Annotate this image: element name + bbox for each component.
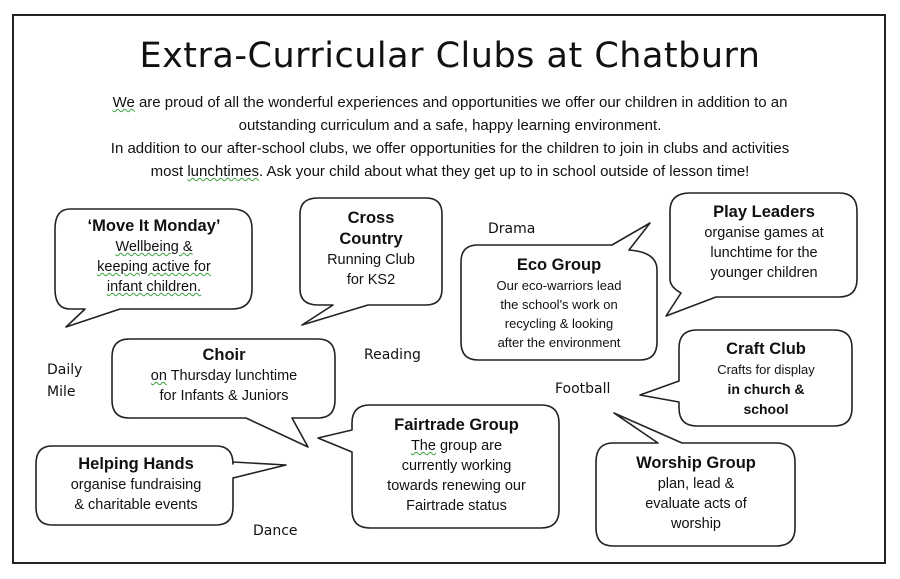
label-daily: Daily bbox=[47, 362, 83, 378]
intro-line-1-rest: are proud of all the wonderful experiences and opportunities we offer our children in addition to an bbox=[134, 94, 788, 111]
club-line: after the environment bbox=[497, 335, 621, 350]
club-title: Country bbox=[339, 230, 403, 248]
club-line: currently working bbox=[401, 458, 512, 474]
club-line: worship bbox=[671, 516, 721, 532]
club-line: plan, lead & bbox=[657, 476, 735, 492]
club-line bbox=[114, 366, 334, 386]
page-title: Extra-Curricular Clubs at Chatburn bbox=[139, 36, 761, 76]
label-reading: Reading bbox=[364, 347, 421, 363]
intro-line-4 bbox=[22, 160, 878, 183]
intro-line-4-lunchtimes: lunchtimes bbox=[187, 163, 260, 180]
club-title: Craft Club bbox=[726, 340, 806, 358]
club-title: Worship Group bbox=[636, 454, 756, 472]
club-line: keeping active for bbox=[97, 259, 211, 275]
club-line: infant children. bbox=[106, 279, 202, 295]
intro-line-2: outstanding curriculum and a safe, happy learning environment. bbox=[238, 117, 662, 134]
club-line: Our eco-warriors lead bbox=[496, 278, 622, 293]
club-line: recycling & looking bbox=[504, 316, 614, 331]
club-move-it-monday bbox=[58, 216, 250, 297]
club-line-rest: Thursday lunchtime bbox=[166, 368, 298, 384]
club-title: Cross bbox=[347, 209, 395, 227]
intro-line-1 bbox=[22, 91, 878, 114]
club-line-rest: group are bbox=[435, 438, 503, 454]
club-title: ‘Move It Monday’ bbox=[87, 217, 221, 235]
intro-text bbox=[22, 91, 878, 183]
club-line: organise fundraising bbox=[70, 477, 202, 493]
intro-line-4-rest: . Ask your child about what they get up to in school outside of lesson time! bbox=[259, 163, 750, 180]
club-line: for KS2 bbox=[346, 272, 396, 288]
label-drama: Drama bbox=[488, 221, 536, 237]
club-line: for Infants & Juniors bbox=[159, 388, 289, 404]
intro-line-3: In addition to our after-school clubs, we offer opportunities for the children to join in clubs and activities bbox=[110, 140, 790, 157]
club-line: evaluate acts of bbox=[645, 496, 747, 512]
label-football: Football bbox=[555, 381, 611, 397]
club-cross-country bbox=[300, 208, 442, 290]
club-line: organise games at bbox=[704, 225, 824, 241]
club-title: Play Leaders bbox=[713, 203, 815, 221]
club-line: the school's work on bbox=[500, 297, 618, 312]
club-worship-group bbox=[598, 453, 794, 534]
club-line: & charitable events bbox=[74, 497, 198, 513]
club-craft-club bbox=[680, 339, 852, 419]
intro-line-1-we: We bbox=[112, 94, 135, 111]
club-play-leaders bbox=[672, 202, 856, 283]
club-choir bbox=[114, 345, 334, 406]
intro-line-4-pre: most bbox=[150, 163, 188, 180]
club-line-the: The bbox=[410, 438, 436, 454]
club-line-on: on bbox=[150, 368, 167, 384]
club-line: school bbox=[743, 401, 789, 417]
club-title: Fairtrade Group bbox=[394, 416, 519, 434]
club-title: Choir bbox=[202, 346, 246, 364]
club-line: Fairtrade status bbox=[406, 498, 507, 514]
club-title: Eco Group bbox=[516, 256, 602, 274]
club-fairtrade-group bbox=[354, 415, 559, 516]
club-helping-hands bbox=[38, 454, 234, 515]
label-dance: Dance bbox=[253, 523, 298, 539]
label-mile: Mile bbox=[47, 384, 76, 400]
club-line: lunchtime for the bbox=[710, 245, 818, 261]
club-line: in church & bbox=[727, 381, 805, 397]
club-line: Wellbeing & bbox=[115, 239, 193, 255]
club-line: Crafts for display bbox=[717, 362, 815, 377]
club-line: towards renewing our bbox=[387, 478, 526, 494]
club-line: Running Club bbox=[327, 252, 415, 268]
club-eco-group bbox=[462, 255, 656, 352]
club-title: Helping Hands bbox=[78, 455, 194, 473]
club-line bbox=[354, 436, 559, 456]
club-line: younger children bbox=[710, 265, 818, 281]
